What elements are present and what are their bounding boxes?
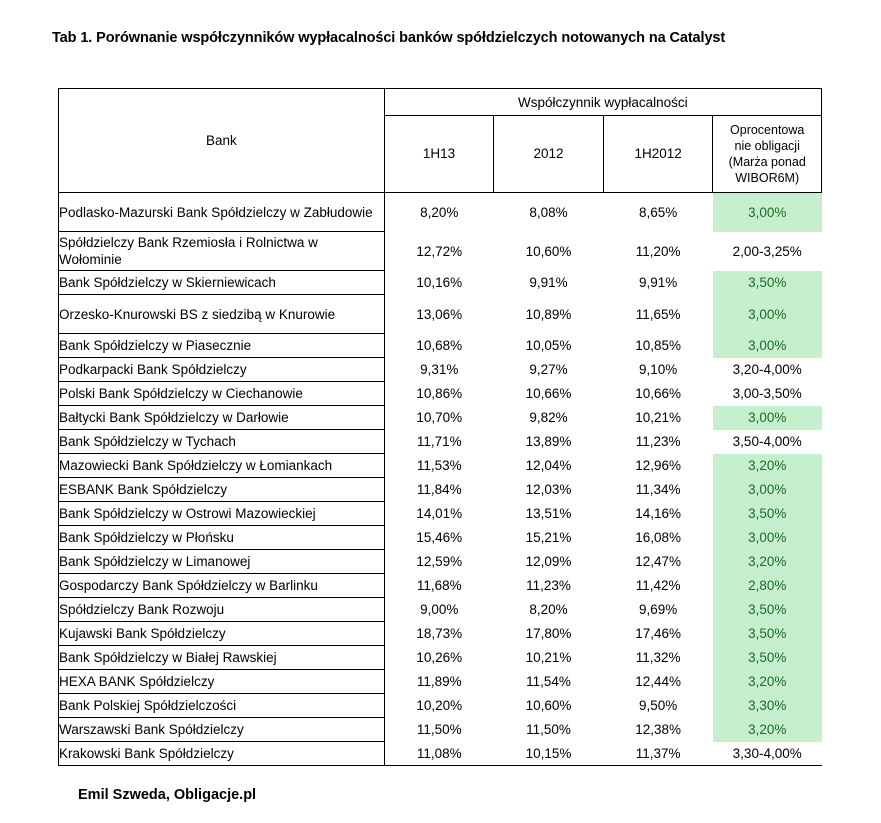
table-row bbox=[59, 670, 822, 694]
cell-ratio-1h2012: 10,66% bbox=[635, 386, 682, 401]
cell-ratio-1h13: 10,26% bbox=[416, 650, 463, 665]
cell-ratio-2012: 15,21% bbox=[525, 530, 572, 545]
cell-ratio-1h13: 10,68% bbox=[416, 338, 463, 353]
cell-bond-margin: 3,00% bbox=[713, 526, 822, 550]
cell-ratio-2012: 11,23% bbox=[526, 578, 571, 593]
table-body bbox=[59, 193, 822, 766]
cell-bank-name: Polski Bank Spółdzielczy w Ciechanowie bbox=[59, 382, 385, 406]
cell-bond-margin: 3,00% bbox=[713, 295, 822, 334]
cell-ratio-2012: 11,54% bbox=[526, 674, 571, 689]
cell-ratio-1h13: 11,89% bbox=[416, 674, 462, 689]
cell-bank-name: Bank Spółdzielczy w Ostrowi Mazowieckiej bbox=[59, 502, 385, 526]
cell-ratio-2012: 13,89% bbox=[525, 434, 572, 449]
cell-bank-name: Podlasko-Mazurski Bank Spółdzielczy w Zabłudowie bbox=[59, 193, 385, 232]
cell-ratio-2012: 13,51% bbox=[525, 506, 572, 521]
cell-ratio-1h13: 14,01% bbox=[416, 506, 463, 521]
cell-bond-margin: 3,30% bbox=[713, 694, 822, 718]
cell-bank-name: Spółdzielczy Bank Rzemiosła i Rolnictwa w Wołominie bbox=[59, 232, 385, 271]
cell-ratio-2012: 10,66% bbox=[525, 386, 572, 401]
cell-ratio-1h13: 12,72% bbox=[416, 243, 463, 259]
cell-ratio-2012: 10,60% bbox=[525, 243, 572, 259]
table-row bbox=[59, 478, 822, 502]
cell-ratio-1h13: 13,06% bbox=[416, 306, 463, 322]
cell-bond-margin: 3,50% bbox=[713, 598, 822, 622]
cell-bond-margin: 3,50% bbox=[713, 646, 822, 670]
cell-bank-name: Orzesko-Knurowski BS z siedzibą w Knurowie bbox=[59, 295, 385, 334]
cell-ratio-1h2012: 9,10% bbox=[638, 362, 678, 377]
cell-ratio-1h13: 11,08% bbox=[384, 742, 494, 766]
table-row bbox=[59, 550, 822, 574]
cell-bond-margin: 3,00% bbox=[713, 193, 822, 232]
cell-ratio-2012: 10,15% bbox=[494, 742, 604, 766]
cell-ratio-1h2012: 16,08% bbox=[635, 530, 682, 545]
cell-ratio-1h2012: 11,34% bbox=[635, 482, 681, 497]
cell-ratio-1h13: 10,70% bbox=[416, 410, 463, 425]
cell-bond-margin: 3,00% bbox=[713, 478, 822, 502]
table-row bbox=[59, 193, 822, 232]
cell-bank-name: Krakowski Bank Spółdzielczy bbox=[59, 742, 385, 766]
author-credit: Emil Szweda, Obligacje.pl bbox=[78, 787, 257, 803]
cell-ratio-1h2012: 11,42% bbox=[635, 578, 681, 593]
cell-ratio-2012: 10,89% bbox=[525, 306, 572, 322]
cell-bank-name: ESBANK Bank Spółdzielczy bbox=[59, 478, 385, 502]
cell-ratio-1h2012: 12,47% bbox=[635, 554, 682, 569]
cell-ratio-1h2012: 9,69% bbox=[638, 602, 678, 617]
table-row bbox=[59, 358, 822, 382]
cell-bond-margin: 3,50% bbox=[713, 622, 822, 646]
cell-bond-margin: 3,20% bbox=[713, 670, 822, 694]
cell-ratio-1h13: 18,73% bbox=[416, 626, 463, 641]
cell-ratio-2012: 8,20% bbox=[529, 602, 568, 617]
cell-bank-name: Bank Spółdzielczy w Piasecznie bbox=[59, 334, 385, 358]
table-row bbox=[59, 742, 822, 766]
cell-ratio-1h2012: 10,85% bbox=[635, 338, 682, 353]
page-title: Tab 1. Porównanie współczynników wypłacalności banków spółdzielczych notowanych na Catalyst bbox=[52, 30, 726, 46]
table-row bbox=[59, 454, 822, 478]
table-row bbox=[59, 694, 822, 718]
cell-ratio-1h13: 10,16% bbox=[416, 275, 463, 290]
cell-ratio-1h2012: 12,44% bbox=[635, 674, 682, 689]
cell-ratio-1h2012: 12,38% bbox=[635, 722, 682, 737]
cell-ratio-2012: 10,21% bbox=[525, 650, 572, 665]
cell-ratio-1h13: 11,50% bbox=[416, 722, 462, 737]
table-row bbox=[59, 526, 822, 550]
table-row bbox=[59, 574, 822, 598]
table-row bbox=[59, 334, 822, 358]
table-row bbox=[59, 646, 822, 670]
cell-ratio-2012: 17,80% bbox=[525, 626, 572, 641]
table-row bbox=[59, 598, 822, 622]
cell-bond-margin: 3,50% bbox=[713, 271, 822, 295]
cell-bond-margin: 3,00-3,50% bbox=[732, 386, 802, 401]
table-row bbox=[59, 406, 822, 430]
cell-ratio-2012: 9,82% bbox=[529, 410, 568, 425]
cell-ratio-1h13: 10,86% bbox=[416, 386, 463, 401]
cell-ratio-2012: 12,04% bbox=[525, 458, 572, 473]
header-bank: Bank bbox=[59, 89, 385, 193]
header-col-1h2012: 1H2012 bbox=[603, 116, 713, 193]
cell-bond-margin: 2,80% bbox=[713, 574, 822, 598]
header-col-bond-margin-line1: Oprocentowa bbox=[730, 123, 805, 137]
cell-ratio-1h13: 11,53% bbox=[416, 458, 462, 473]
cell-ratio-1h2012: 8,65% bbox=[638, 204, 678, 220]
cell-bond-margin: 3,20% bbox=[713, 454, 822, 478]
cell-bond-margin: 3,30-4,00% bbox=[713, 742, 822, 766]
cell-ratio-2012: 8,08% bbox=[529, 204, 568, 220]
cell-bond-margin: 3,50% bbox=[713, 502, 822, 526]
table-header bbox=[59, 89, 822, 193]
cell-bond-margin: 3,20% bbox=[713, 550, 822, 574]
cell-ratio-1h13: 11,71% bbox=[416, 434, 462, 449]
cell-bond-margin: 3,00% bbox=[713, 334, 822, 358]
comparison-table-container bbox=[58, 88, 822, 766]
cell-ratio-2012: 11,50% bbox=[526, 722, 571, 737]
cell-bank-name: Kujawski Bank Spółdzielczy bbox=[59, 622, 385, 646]
cell-bank-name: Bank Spółdzielczy w Płońsku bbox=[59, 526, 385, 550]
cell-bond-margin: 3,20-4,00% bbox=[732, 362, 802, 377]
header-col-bond-margin-line2: nie obligacji bbox=[734, 139, 800, 153]
table-row bbox=[59, 718, 822, 742]
cell-bank-name: Bank Spółdzielczy w Limanowej bbox=[59, 550, 385, 574]
cell-bond-margin: 3,50-4,00% bbox=[732, 434, 802, 449]
cell-ratio-2012: 12,03% bbox=[525, 482, 572, 497]
table-row bbox=[59, 382, 822, 406]
cell-ratio-1h2012: 17,46% bbox=[635, 626, 682, 641]
table-row bbox=[59, 232, 822, 271]
cell-bank-name: Gospodarczy Bank Spółdzielczy w Barlinku bbox=[59, 574, 385, 598]
header-col-bond-margin-line4: WIBOR6M) bbox=[735, 171, 800, 185]
cell-ratio-1h13: 11,84% bbox=[416, 482, 462, 497]
cell-ratio-1h13: 10,20% bbox=[416, 698, 463, 713]
cell-bank-name: Bank Spółdzielczy w Tychach bbox=[59, 430, 385, 454]
cell-ratio-1h2012: 11,37% bbox=[603, 742, 713, 766]
cell-ratio-1h2012: 11,65% bbox=[635, 306, 681, 322]
cell-ratio-2012: 9,27% bbox=[529, 362, 568, 377]
cell-bank-name: Podkarpacki Bank Spółdzielczy bbox=[59, 358, 385, 382]
cell-ratio-2012: 9,91% bbox=[529, 275, 568, 290]
cell-bank-name: HEXA BANK Spółdzielczy bbox=[59, 670, 385, 694]
cell-bank-name: Bank Spółdzielczy w Skierniewicach bbox=[59, 271, 385, 295]
cell-ratio-1h2012: 11,23% bbox=[635, 434, 681, 449]
cell-bond-margin: 2,00-3,25% bbox=[732, 243, 802, 259]
cell-ratio-2012: 12,09% bbox=[525, 554, 572, 569]
table-row bbox=[59, 271, 822, 295]
cell-ratio-1h13: 8,20% bbox=[420, 204, 459, 220]
cell-ratio-1h2012: 11,20% bbox=[635, 243, 681, 259]
cell-bank-name: Warszawski Bank Spółdzielczy bbox=[59, 718, 385, 742]
header-col-2012: 2012 bbox=[494, 116, 604, 193]
cell-bank-name: Spółdzielczy Bank Rozwoju bbox=[59, 598, 385, 622]
cell-ratio-1h2012: 10,21% bbox=[635, 410, 682, 425]
solvency-comparison-table bbox=[58, 88, 822, 766]
table-row bbox=[59, 430, 822, 454]
cell-ratio-1h2012: 11,32% bbox=[635, 650, 681, 665]
cell-ratio-1h2012: 9,91% bbox=[638, 275, 678, 290]
cell-bank-name: Bałtycki Bank Spółdzielczy w Darłowie bbox=[59, 406, 385, 430]
cell-ratio-1h2012: 12,96% bbox=[635, 458, 682, 473]
cell-bond-margin: 3,20% bbox=[713, 718, 822, 742]
cell-ratio-2012: 10,05% bbox=[525, 338, 572, 353]
cell-bank-name: Bank Polskiej Spółdzielczości bbox=[59, 694, 385, 718]
header-col-bond-margin-line3: (Marża ponad bbox=[728, 155, 806, 169]
cell-bank-name: Bank Spółdzielczy w Białej Rawskiej bbox=[59, 646, 385, 670]
cell-ratio-1h13: 9,00% bbox=[420, 602, 459, 617]
table-row bbox=[59, 502, 822, 526]
cell-bank-name: Mazowiecki Bank Spółdzielczy w Łomiankach bbox=[59, 454, 385, 478]
header-group-solvency: Współczynnik wypłacalności bbox=[384, 89, 821, 116]
cell-bond-margin: 3,00% bbox=[713, 406, 822, 430]
cell-ratio-1h13: 9,31% bbox=[420, 362, 459, 377]
table-row bbox=[59, 295, 822, 334]
table-header-row-1 bbox=[59, 89, 822, 116]
cell-ratio-2012: 10,60% bbox=[525, 698, 572, 713]
header-col-1h13: 1H13 bbox=[384, 116, 494, 193]
cell-ratio-1h13: 12,59% bbox=[416, 554, 463, 569]
cell-ratio-1h2012: 9,50% bbox=[638, 698, 678, 713]
cell-ratio-1h13: 11,68% bbox=[416, 578, 462, 593]
cell-ratio-1h13: 15,46% bbox=[416, 530, 463, 545]
cell-ratio-1h2012: 14,16% bbox=[635, 506, 682, 521]
header-col-bond-margin bbox=[713, 116, 822, 193]
table-row bbox=[59, 622, 822, 646]
